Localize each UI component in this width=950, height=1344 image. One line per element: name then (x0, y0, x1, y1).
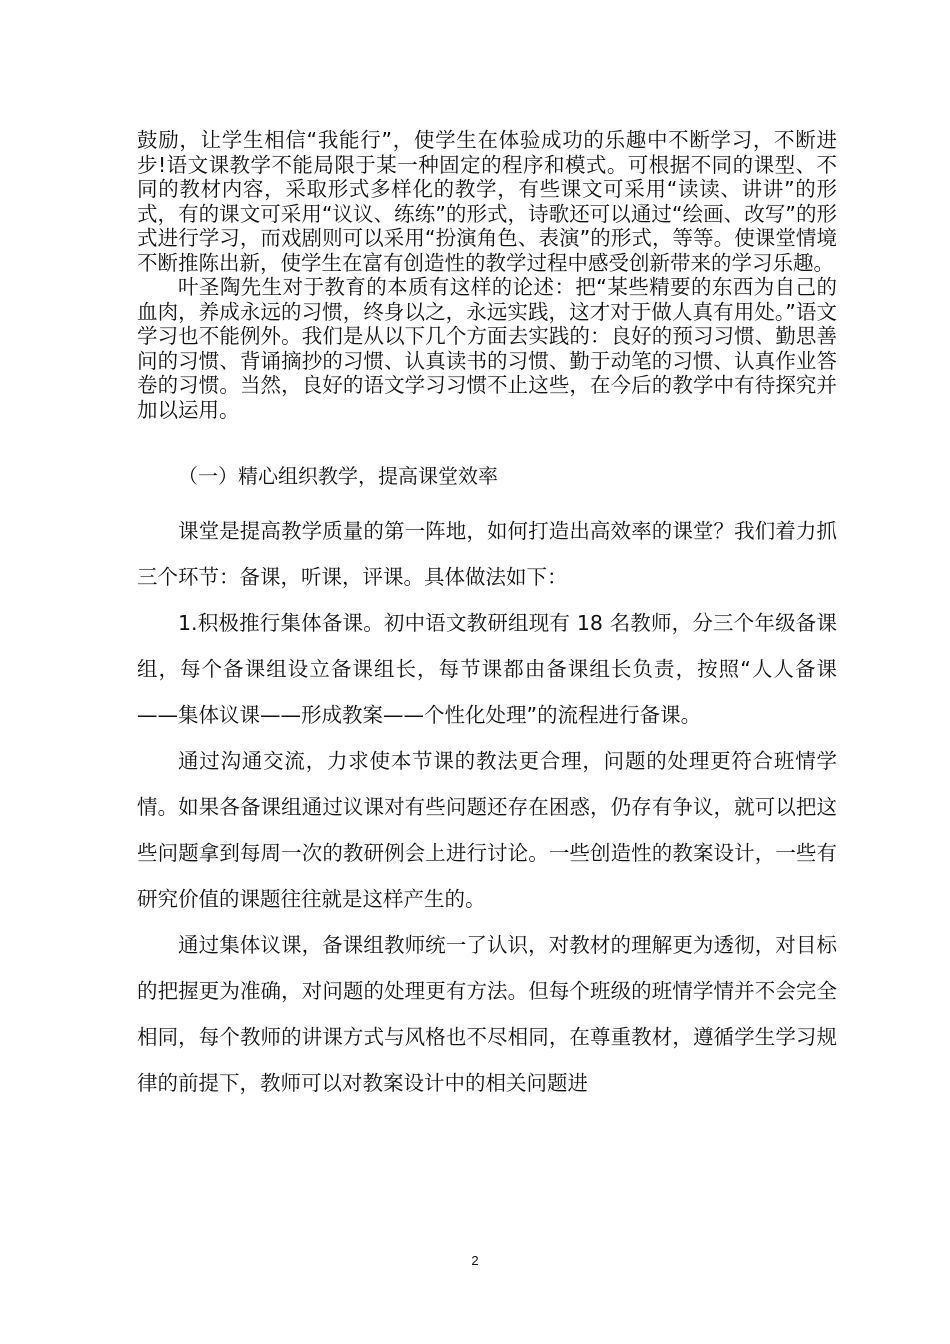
classroom-paragraph: 课堂是提高教学质量的第一阵地，如何打造出高效率的课堂？我们着力抓三个环节：备课，听课，评课。具体做法如下： (137, 519, 837, 589)
collective-paragraph: 通过集体议课，备课组教师统一了认识，对教材的理解更为透彻，对目标的把握更为准确，对问题的处理更有方法。但每个班级的班情学情并不会完全相同，每个教师的讲课方式与风格也不尽相同，在尊重教材，遵循学生学习规律的前提下，教师可以对教案设计中的相关问题进 (137, 933, 837, 1095)
ye-shengtao-paragraph: 叶圣陶先生对于教育的本质有这样的论述：把“某些精要的东西为自己的血肉，养成永远的习惯，终身以之，永远实践，这才对于做人真有用处。”语文学习也不能例外。我们是从以下几个方面去实践的：良好的预习习惯、勤思善问的习惯、背诵摘抄的习惯、认真读书的习惯、勤于动笔的习惯、认真作业答卷的习惯。当然，良好的语文学习习惯不止这些，在今后的教学中有待探究并加以运用。 (137, 275, 837, 422)
communication-paragraph: 通过沟通交流，力求使本节课的教法更合理，问题的处理更符合班情学情。如果各备课组通过议课对有些问题还存在困惑，仍存有争议，就可以把这些问题拿到每周一次的教研例会上进行讨论。一些创造性的教案设计，一些有研究价值的课题往往就是这样产生的。 (137, 749, 837, 911)
lower-text-block (137, 508, 837, 1106)
item1-paragraph: 1.积极推行集体备课。初中语文教研组现有 18 名教师，分三个年级备课组，每个备课组设立备课组长，每节课都由备课组长负责，按照“人人备课——集体议课——形成教案——个性化处理”的流程进行备课。 (137, 611, 837, 727)
intro-paragraph: 鼓励，让学生相信“我能行”，使学生在体验成功的乐趣中不断学习，不断进步!语文课教学不能局限于某一种固定的程序和模式。可根据不同的课型、不同的教材内容，采取形式多样化的教学，有些课文可采用“读读、讲讲”的形式，有的课文可采用“议议、练练”的形式，诗歌还可以通过“绘画、改写”的形式进行学习，而戏剧则可以采用“扮演角色、表演”的形式，等等。使课堂情境不断推陈出新，使学生在富有创造性的教学过程中感受创新带来的学习乐趣。 (137, 128, 837, 275)
page-number: 2 (471, 1253, 479, 1268)
section-heading: （一）精心组织教学，提高课堂效率 (178, 464, 498, 488)
upper-text-block (137, 128, 837, 422)
